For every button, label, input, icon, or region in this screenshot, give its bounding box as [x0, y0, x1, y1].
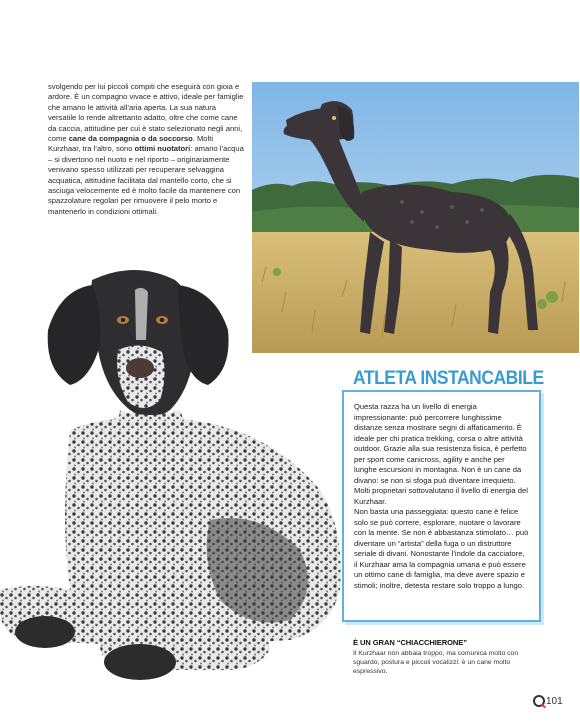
box-paragraph-1: Questa razza ha un livello di energia impressionante: può percorrere lunghissime distanze senza mostrare segni di affaticamento. È ideale per chi pratica trekking, corsa o altre attività outdoor. Grazie alla sua resistenza fisica, è perfetto per sport come canicross, agility e anche per lunghe escursioni in montagna. Non è un cane da divano: se non si sfoga può diventare irrequieto. Molti proprietari sottovalutano il livello di energia del Kurzhaar. — [354, 402, 528, 506]
intro-text-3: : amano l’acqua – si divertono nel nuoto e nel riporto – originariamente venivano spesso utilizzati per recuperare selvaggina acquatica, attitudine facilitata dal mantello corto, che si asciuga velocemente ed è molto facile da mantenere con spazzolature regolari per rimuovere il pelo morto e mantenerlo in condizioni ottimali. — [48, 144, 244, 216]
side-note-title: È UN GRAN “CHIACCHIERONE” — [353, 638, 467, 647]
lying-dog-illustration — [0, 260, 345, 690]
lying-dog-photo — [0, 260, 345, 690]
page-number-text: 101 — [546, 695, 563, 707]
side-note-text: Il Kurzhaar non abbaia troppo, ma comunica molto con sguardo, postura e piccoli vocalizzi: è un cane molto espressivo. — [353, 650, 519, 675]
intro-text-2: . Molti Kurzhaar, tra l’altro, sono — [48, 134, 214, 154]
box-title: ATLETA INSTANCABILE — [353, 368, 544, 389]
info-box — [342, 390, 541, 622]
intro-text — [48, 82, 244, 217]
box-paragraph-2: Non basta una passeggiata: questo cane è felice solo se può correre, esplorare, nuotare o lavorare con la mente. Se non è abbastanza stimolato… può diventare un “artista” della fuga o un distruttore seriale di divani. Nonostante l’indole da cacciatore, il Kurzhaar ama la compagnia umana e può essere un ottimo cane di famiglia, ma deve avere spazio e stimoli; inoltre, detesta restare solo troppo a lungo. — [354, 507, 529, 590]
magazine-logo-icon — [533, 695, 545, 707]
page-number — [533, 695, 563, 707]
intro-text-1: svolgendo per lui piccoli compiti che eseguirà con gioia e ardore. È un compagno vivace e attivo, ideale per famiglie che amano le attività all’aria aperta. La sua natura versatile lo rende altrettanto adatto, oltre che come cane da caccia, attitudine per cui è stato selezionato negli anni, come — [48, 82, 244, 144]
intro-bold-2: ottimi nuotatori — [134, 144, 191, 154]
eye — [332, 116, 336, 120]
side-note — [353, 638, 543, 676]
intro-bold-1: cane da compagnia o da soccorso — [68, 134, 193, 144]
